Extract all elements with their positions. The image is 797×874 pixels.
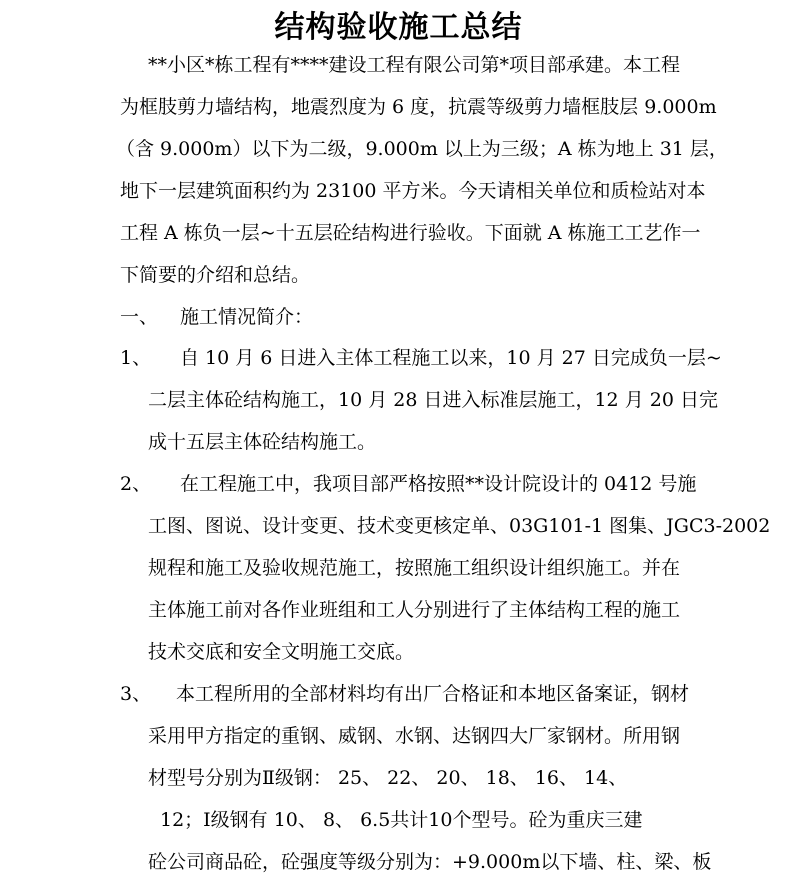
item-line: 技术交底和安全文明施工交底。	[148, 641, 415, 663]
item-number: 1、	[120, 347, 152, 369]
item-line: 砼公司商品砼，砼强度等级分别为：+9.000m以下墙、柱、梁、板	[148, 851, 712, 873]
document-title: 结构验收施工总结	[274, 10, 523, 45]
intro-line: 地下一层建筑面积约为 23100 平方米。今天请相关单位和质检站对本	[120, 180, 706, 202]
item-line: 自 10 月 6 日进入主体工程施工以来，10 月 27 日完成负一层~	[180, 347, 722, 369]
item-line: 材型号分别为Ⅱ级钢： 25、 22、 20、 18、 16、 14、	[148, 767, 628, 789]
item-number: 3、	[120, 683, 152, 705]
item-line: 本工程所用的全部材料均有出厂合格证和本地区备案证，钢材	[176, 683, 690, 705]
item-number: 2、	[120, 473, 152, 495]
intro-line: **小区*栋工程有****建设工程有限公司第*项目部承建。本工程	[148, 54, 681, 76]
section-number: 一、	[120, 306, 159, 328]
intro-line: 工程 A 栋负一层~十五层砼结构进行验收。下面就 A 栋施工工艺作一	[120, 222, 701, 244]
item-line: 采用甲方指定的重钢、威钢、水钢、达钢四大厂家钢材。所用钢	[148, 725, 681, 747]
item-line: 主体施工前对各作业班组和工人分别进行了主体结构工程的施工	[148, 599, 681, 621]
item-line: 成十五层主体砼结构施工。	[148, 431, 377, 453]
item-line: 在工程施工中，我项目部严格按照**设计院设计的 0412 号施	[180, 473, 697, 495]
intro-line: 为框肢剪力墙结构，地震烈度为 6 度，抗震等级剪力墙框肢层 9.000m	[120, 96, 717, 118]
item-line: 12；Ⅰ级钢有 10、 8、 6.5共计10个型号。砼为重庆三建	[160, 809, 643, 831]
item-line: 二层主体砼结构施工，10 月 28 日进入标准层施工，12 月 20 日完	[148, 389, 718, 411]
item-line: 工图、图说、设计变更、技术变更核定单、03G101-1 图集、JGC3-2002	[148, 515, 771, 537]
item-line: 规程和施工及验收规范施工，按照施工组织设计组织施工。并在	[148, 557, 681, 579]
intro-line: 下简要的介绍和总结。	[120, 264, 311, 286]
section-heading: 施工情况简介：	[180, 306, 314, 328]
intro-line: （含 9.000m）以下为二级，9.000m 以上为三级；A 栋为地上 31 层，	[116, 138, 728, 160]
